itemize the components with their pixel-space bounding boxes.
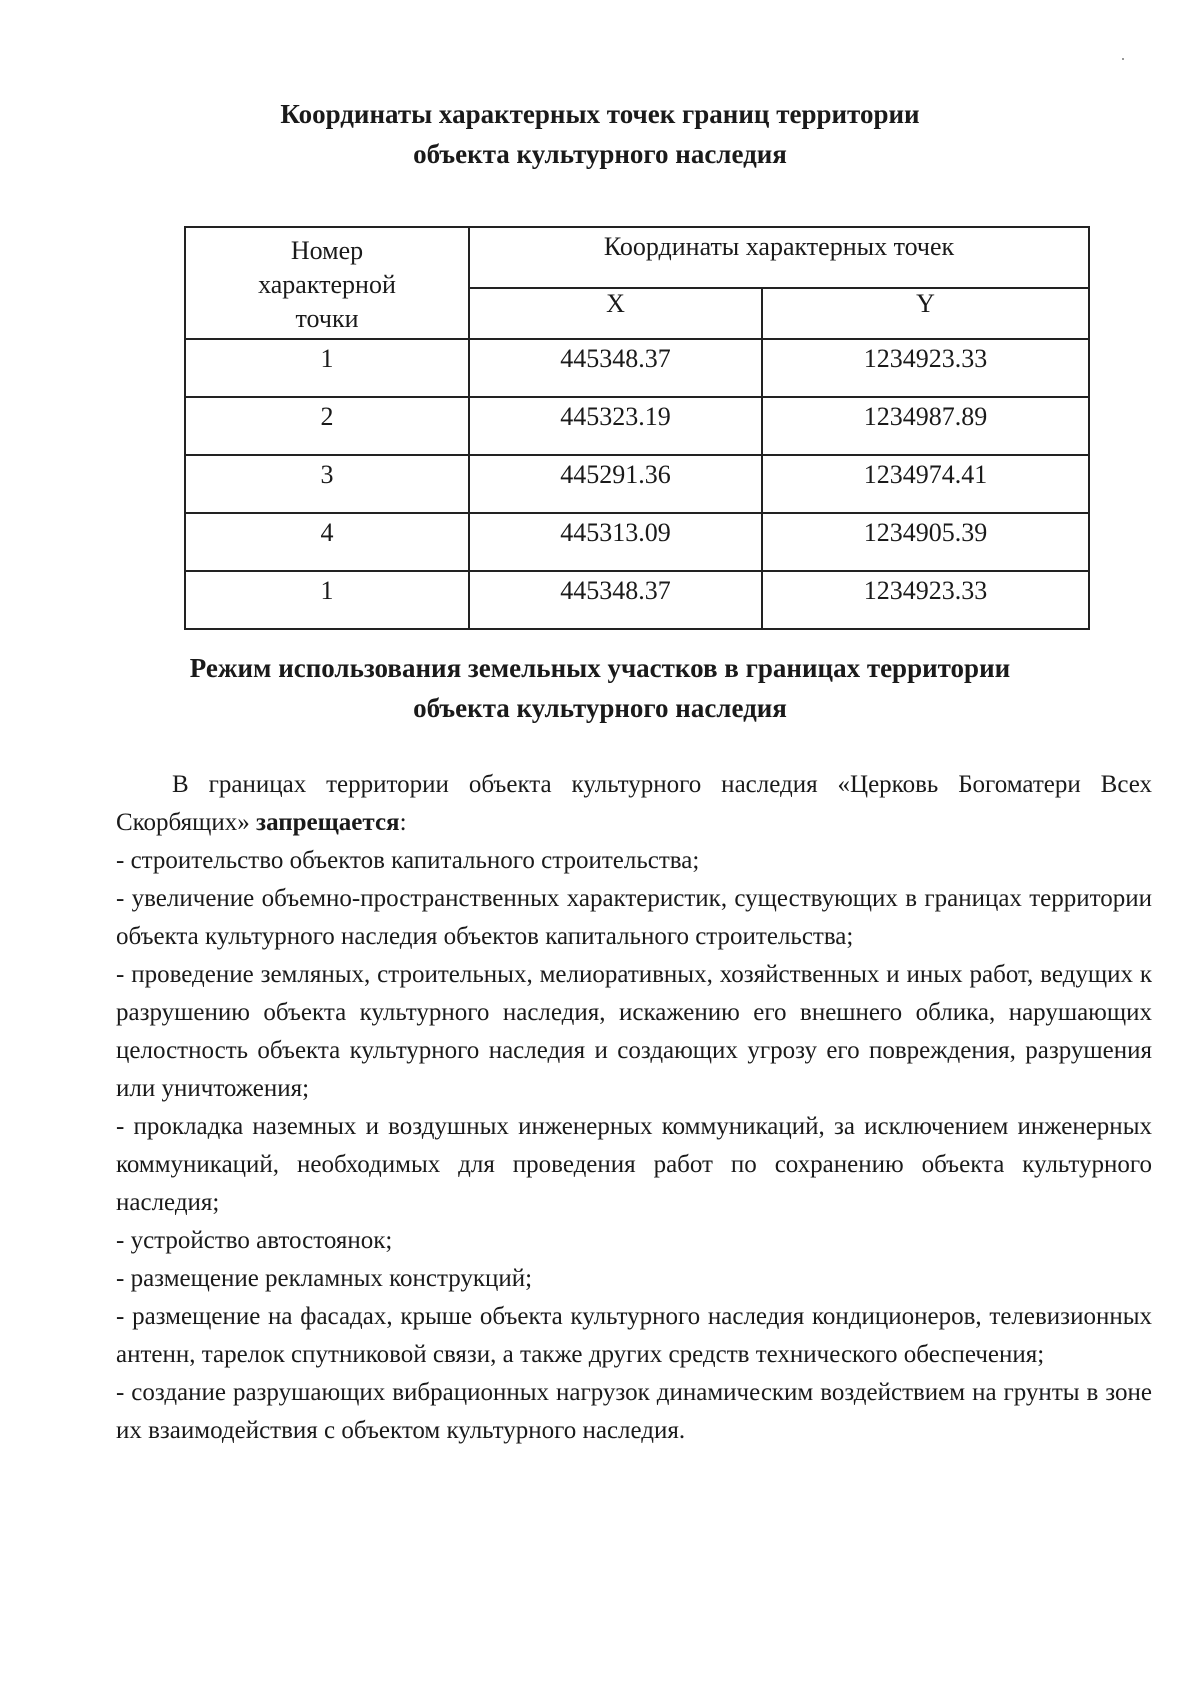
header-y: Y bbox=[762, 288, 1089, 339]
list-item: - прокладка наземных и воздушных инженерных коммуникаций, за исключением инженерных коммуникаций, необходимых для проведения работ по сохранению объекта культурного наследия; bbox=[116, 1113, 1152, 1216]
point-number: 1 bbox=[185, 571, 469, 629]
list-item: - создание разрушающих вибрационных нагрузок динамическим воздействием на грунты в зоне их взаимодействия с объектом культурного наследия. bbox=[116, 1379, 1152, 1444]
header-point-number bbox=[185, 227, 469, 339]
intro-colon: : bbox=[399, 809, 407, 836]
y-value: 1234923.33 bbox=[762, 339, 1089, 397]
intro-bold: запрещается bbox=[256, 809, 400, 836]
list-item: - проведение земляных, строительных, мелиоративных, хозяйственных и иных работ, ведущих к разрушению объекта культурного наследия, искажению его внешнего облика, нарушающих целостность объекта культурного наследия и создающих угрозу его повреждения, разрушения или уничтожения; bbox=[116, 961, 1152, 1102]
y-value: 1234923.33 bbox=[762, 571, 1089, 629]
header-coordinates-group: Координаты характерных точек bbox=[469, 227, 1089, 288]
header-point-line-2: характерной bbox=[258, 270, 396, 299]
list-item: - устройство автостоянок; bbox=[116, 1227, 393, 1254]
x-value: 445313.09 bbox=[469, 513, 762, 571]
x-value: 445291.36 bbox=[469, 455, 762, 513]
list-item: - размещение на фасадах, крыше объекта культурного наследия кондиционеров, телевизионных антенн, тарелок спутниковой связи, а также других средств технического обеспечения; bbox=[116, 1303, 1152, 1368]
restrictions-text bbox=[116, 766, 1152, 1450]
scan-speck bbox=[1122, 58, 1124, 60]
point-number: 3 bbox=[185, 455, 469, 513]
table-row bbox=[185, 455, 1089, 513]
y-value: 1234905.39 bbox=[762, 513, 1089, 571]
table-row bbox=[185, 571, 1089, 629]
list-item: - строительство объектов капитального строительства; bbox=[116, 847, 700, 874]
coordinates-title bbox=[0, 94, 1200, 174]
point-number: 2 bbox=[185, 397, 469, 455]
point-number: 4 bbox=[185, 513, 469, 571]
land-use-title-line-1: Режим использования земельных участков в границах территории bbox=[189, 653, 1011, 683]
x-value: 445348.37 bbox=[469, 571, 762, 629]
coordinates-title-line-2: объекта культурного наследия bbox=[413, 139, 787, 169]
table-row bbox=[185, 513, 1089, 571]
header-x: X bbox=[469, 288, 762, 339]
table-row bbox=[185, 339, 1089, 397]
header-point-line-3: точки bbox=[295, 304, 359, 333]
point-number: 1 bbox=[185, 339, 469, 397]
y-value: 1234974.41 bbox=[762, 455, 1089, 513]
land-use-title-line-2: объекта культурного наследия bbox=[413, 693, 787, 723]
list-item: - размещение рекламных конструкций; bbox=[116, 1265, 533, 1292]
intro-paragraph bbox=[116, 766, 1152, 842]
x-value: 445348.37 bbox=[469, 339, 762, 397]
list-item: - увеличение объемно-пространственных характеристик, существующих в границах территории объекта культурного наследия объектов капитального строительства; bbox=[116, 885, 1152, 950]
intro-text: В границах территории объекта культурного наследия «Церковь Богоматери Всех Скорбящих» bbox=[116, 771, 1152, 836]
land-use-title bbox=[0, 648, 1200, 728]
x-value: 445323.19 bbox=[469, 397, 762, 455]
table-row bbox=[185, 397, 1089, 455]
coordinates-table bbox=[184, 226, 1090, 630]
coordinates-title-line-1: Координаты характерных точек границ территории bbox=[280, 99, 920, 129]
y-value: 1234987.89 bbox=[762, 397, 1089, 455]
header-point-line-1: Номер bbox=[290, 236, 364, 265]
